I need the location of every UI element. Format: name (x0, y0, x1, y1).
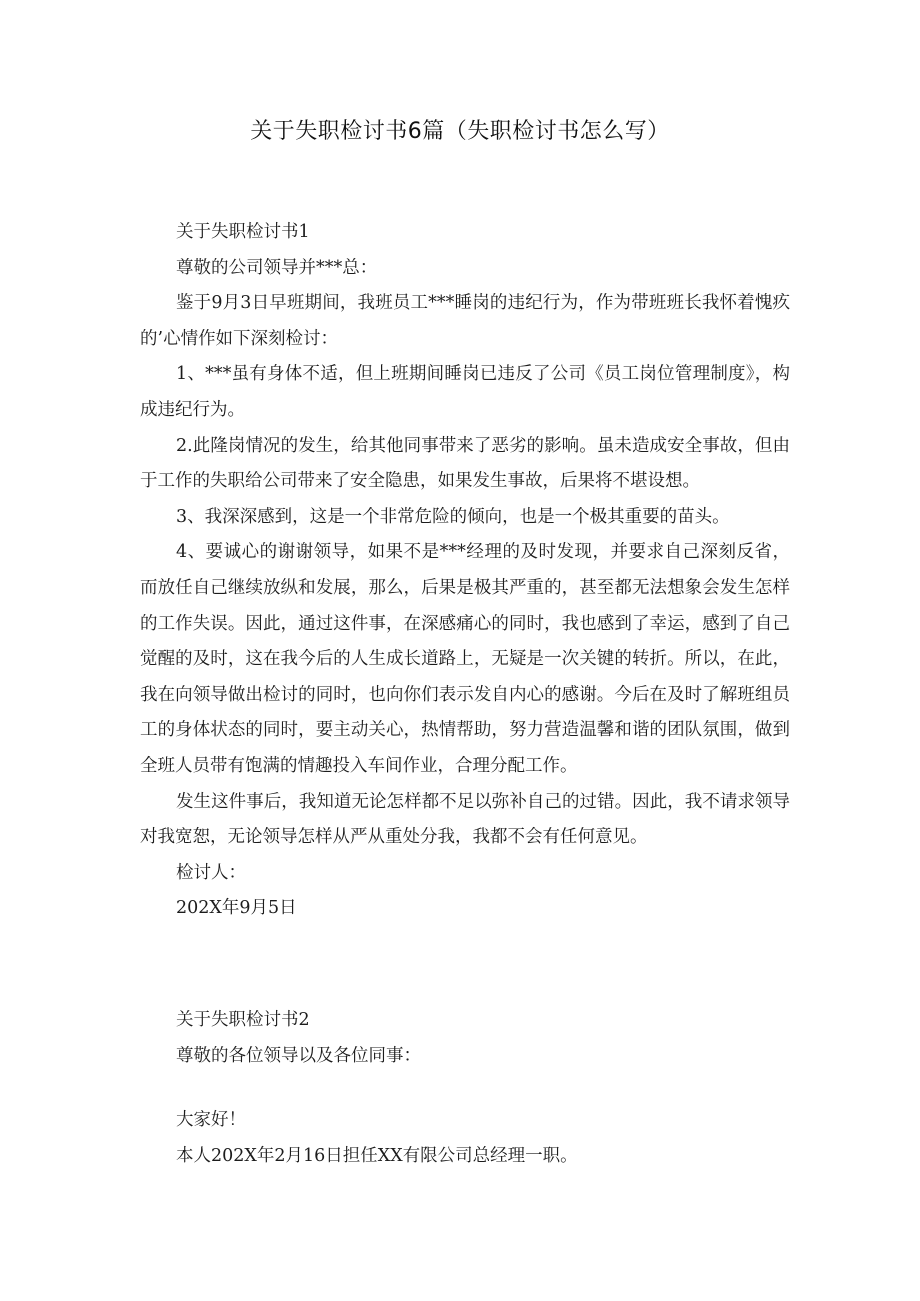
letter-2 (140, 1003, 790, 1074)
letter-1-paragraph: 2.此隆岗情况的发生，给其他同事带来了恶劣的影响。虽未造成安全事故，但由于工作的失职给公司带来了安全隐患，如果发生事故，后果将不堪设想。 (140, 435, 790, 492)
letter-2-heading: 关于失职检讨书2 (176, 1010, 310, 1030)
letter-1-signer-label: 检讨人： (176, 862, 246, 883)
letter-1-paragraph: 1、***虽有身体不适，但上班期间睡岗已违反了公司《员工岗位管理制度》，构成违纪行为。 (140, 364, 790, 420)
letter-1-paragraph: 发生这件事后，我知道无论怎样都不足以弥补自己的过错。因此，我不请求领导对我宽恕，无论领导怎样从严从重处分我，我都不会有任何意见。 (140, 791, 790, 848)
letter-1-paragraph: 3、我深深感到，这是一个非常危险的倾向，也是一个极其重要的苗头。 (176, 506, 730, 527)
letter-1-paragraph: 鉴于9月3日早班期间，我班员工***睡岗的违纪行为，作为带班班长我怀着愧疚的’心情作如下深刻检讨： (140, 293, 790, 349)
letter-1-date: 202X年9月5日 (176, 898, 297, 919)
letter-2-body (140, 1103, 790, 1174)
document-title: 关于失职检讨书6篇（失职检讨书怎么写） (250, 119, 670, 144)
letter-2-greeting: 大家好！ (176, 1110, 246, 1130)
letter-1 (140, 215, 790, 927)
letter-2-salutation: 尊敬的各位领导以及各位同事： (176, 1045, 421, 1066)
letter-1-heading: 关于失职检讨书1 (176, 222, 310, 242)
letter-1-paragraph: 4、要诚心的谢谢领导，如果不是***经理的及时发现，并要求自己深刻反省，而放任自己继续放纵和发展，那么，后果是极其严重的，甚至都无法想象会发生怎样的工作失误。因此，通过这件事，在深感痛心的同时，我也感到了幸运，感到了自己觉醒的及时，这在我今后的人生成长道路上，无疑是一次关键的转折。所以，在此，我在向领导做出检讨的同时，也向你们表示发自内心的感谢。今后在及时了解班组员工的身体状态的同时，要主动关心，热情帮助，努力营造温馨和谐的团队氛围，做到全班人员带有饱满的情趣投入车间作业，合理分配工作。 (140, 542, 790, 776)
letter-1-salutation: 尊敬的公司领导并***总： (176, 257, 378, 278)
letter-2-paragraph: 本人202X年2月16日担任XX有限公司总经理一职。 (176, 1145, 578, 1166)
